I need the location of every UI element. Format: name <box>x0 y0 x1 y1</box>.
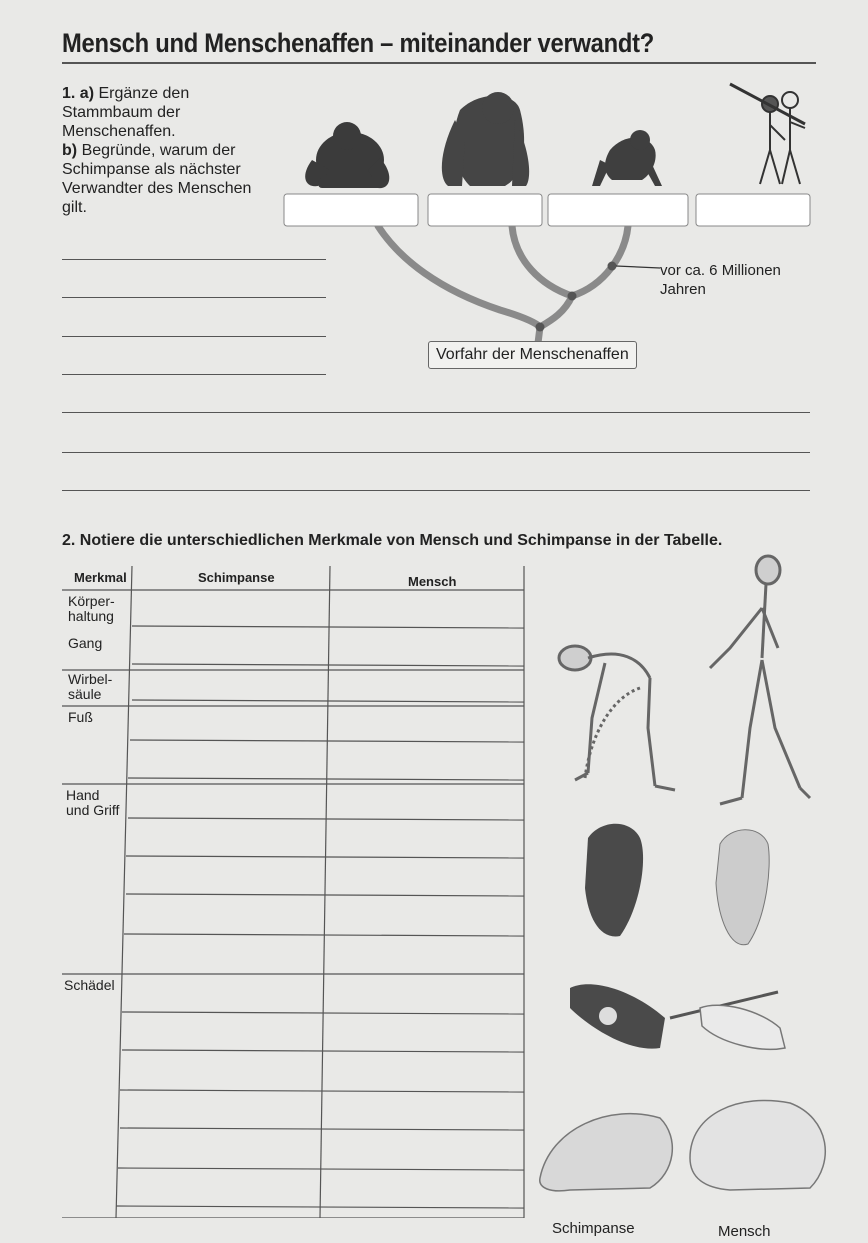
human-skeleton-illustration <box>710 556 810 804</box>
chimp-skeleton-illustration <box>559 646 675 790</box>
row-label-wirbelsaeule: Wirbel- säule <box>68 671 113 702</box>
task1-part-a: 1. a) Ergänze den Stammbaum der Menschenaffen. <box>62 85 190 140</box>
answer-line[interactable] <box>62 490 810 491</box>
chimp-skull-illustration <box>540 1114 673 1191</box>
humans-figure <box>730 84 805 184</box>
row-label-hand: Hand und Griff <box>66 787 120 818</box>
species-label-box-1[interactable] <box>284 194 418 226</box>
row-label-koerperhaltung: Körper- haltung <box>68 593 115 624</box>
time-pointer <box>616 266 660 268</box>
gorilla-figure <box>442 92 529 186</box>
table-header-merkmal: Merkmal <box>74 570 127 585</box>
row-label-fuss: Fuß <box>68 709 93 725</box>
chimp-hand-illustration <box>570 984 665 1048</box>
species-label-box-2[interactable] <box>428 194 542 226</box>
task2-instructions: 2. Notiere die unterschiedlichen Merkmale von Mensch und Schimpanse in der Tabelle. <box>62 532 723 549</box>
task1-part-b: b) Begründe, warum der Schimpanse als nächster Verwandter des Menschen gilt. <box>62 142 252 216</box>
row-label-schaedel: Schädel <box>64 977 115 993</box>
human-skull-illustration <box>690 1100 825 1190</box>
table-grid <box>62 566 526 1218</box>
tree-node <box>568 292 577 301</box>
caption-human: Mensch <box>718 1223 771 1240</box>
answer-line[interactable] <box>62 452 810 453</box>
tree-branches <box>378 226 628 343</box>
species-label-box-3[interactable] <box>548 194 688 226</box>
table-header-schimpanse: Schimpanse <box>198 570 275 585</box>
orangutan-figure <box>305 122 389 188</box>
species-label-box-4[interactable] <box>696 194 810 226</box>
caption-chimpanzee: Schimpanse <box>552 1220 635 1237</box>
tree-node-split <box>608 262 617 271</box>
row-label-gang: Gang <box>68 635 103 651</box>
human-foot-illustration <box>716 830 769 945</box>
illustrations <box>530 548 860 1220</box>
time-label: vor ca. 6 Millionen Jahren <box>660 262 781 298</box>
page-title: Mensch und Menschenaffen – miteinander verwandt? <box>62 28 655 58</box>
table-header-mensch: Mensch <box>408 574 457 589</box>
comparison-table <box>62 566 526 1218</box>
tree-node <box>536 323 545 332</box>
chimp-foot-illustration <box>585 824 643 937</box>
ancestor-label: Vorfahr der Menschenaffen <box>428 341 637 369</box>
chimpanzee-figure <box>592 130 662 186</box>
human-hand-illustration <box>670 992 785 1049</box>
